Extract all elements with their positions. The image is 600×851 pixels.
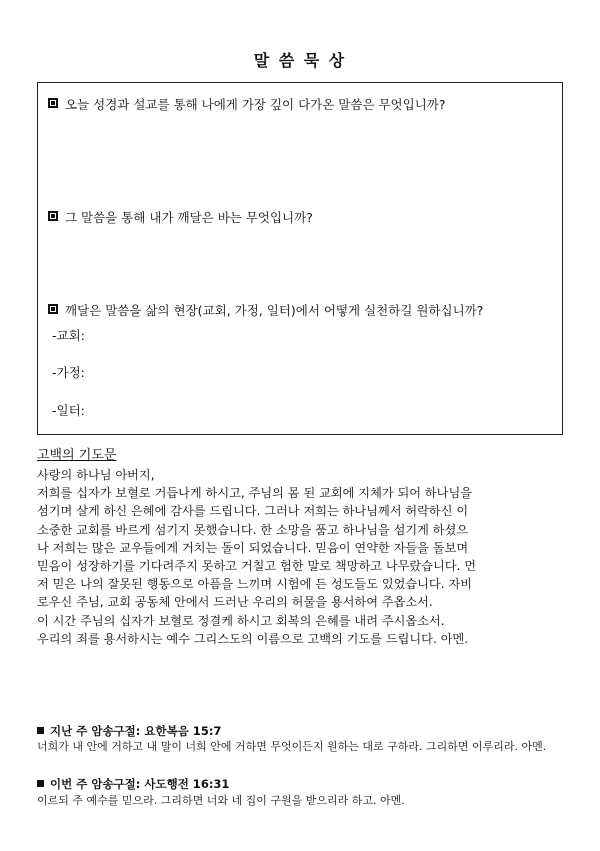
square-bullet-icon: [48, 304, 58, 314]
prayer-line: 우리의 죄를 용서하시는 예수 그리스도의 이름으로 고백의 기도를 드립니다. 아멘.: [37, 631, 469, 646]
prayer-line: 저 믿은 나의 잘못된 행동으로 아픔을 느끼며 시험에 든 성도들도 있었습니다. 자비: [37, 577, 473, 592]
question-1: [48, 95, 446, 113]
question-3: [48, 301, 483, 319]
prayer-line: 로우신 주님, 교회 공동체 안에서 드러난 우리의 허물을 용서하여 주옵소서.: [37, 595, 433, 610]
prayer-line: 소중한 교회를 바르게 섬기지 못했습니다. 한 소망을 품고 하나님을 섬기게 하셨으: [37, 522, 469, 537]
prayer-line: 이 시간 주님의 십자가 보혈로 정결케 하시고 회복의 은혜를 내려 주시옵소서.: [37, 613, 445, 628]
church-label: -교회:: [52, 328, 85, 343]
square-bullet-icon: [48, 98, 58, 108]
work-label: -일터:: [52, 403, 85, 418]
last-week-verse-label: 지난 주 암송구절: 요한복음 15:7: [37, 723, 221, 739]
prayer-line: 섬기며 살게 하신 은혜에 감사를 드립니다. 그러나 저희는 하나님께서 허락하신 이: [37, 504, 469, 519]
prayer-line: 저희를 십자가 보혈로 거듭나게 하시고, 주님의 몸 된 교회에 지체가 되어 하나님을: [37, 486, 473, 501]
prayer-line: 믿음이 성장하기를 기다려주지 못하고 거칠고 험한 말로 책망하고 나무랐습니다. 먼: [37, 559, 477, 574]
page-title: 말 씀 묵 상: [253, 51, 347, 70]
last-week-verse-text: 너희가 내 안에 거하고 내 말이 너희 안에 거하면 무엇이든지 원하는 대로 구하라. 그리하면 이루리라. 아멘.: [37, 740, 547, 753]
prayer-body: [37, 466, 561, 648]
prayer-title: 고백의 기도문: [37, 448, 117, 463]
question-1-text: 오늘 성경과 설교를 통해 나에게 가장 깊이 다가온 말씀은 무엇입니까?: [65, 97, 446, 112]
question-3-text: 깨달은 말씀을 삶의 현장(교회, 가정, 일터)에서 어떻게 실천하길 원하십니까?: [65, 303, 484, 318]
square-bullet-icon: [37, 780, 44, 787]
meditation-box: [37, 82, 563, 435]
home-label: -가정:: [52, 365, 85, 380]
this-week-verse-text: 이르되 주 예수를 믿으라. 그리하면 너와 네 집이 구원을 받으리라 하고. 아멘.: [37, 794, 405, 807]
question-2-text: 그 말씀을 통해 내가 깨달은 바는 무엇입니까?: [65, 210, 313, 225]
square-bullet-icon: [37, 727, 44, 734]
square-bullet-icon: [48, 211, 58, 221]
question-2: [48, 208, 313, 226]
prayer-line: 나 저희는 많은 교우들에게 거치는 돌이 되었습니다. 믿음이 연약한 자들을 돌보며: [37, 540, 469, 555]
this-week-verse-label: 이번 주 암송구절: 사도행전 16:31: [37, 776, 229, 792]
prayer-line: 사랑의 하나님 아버지,: [37, 468, 155, 482]
